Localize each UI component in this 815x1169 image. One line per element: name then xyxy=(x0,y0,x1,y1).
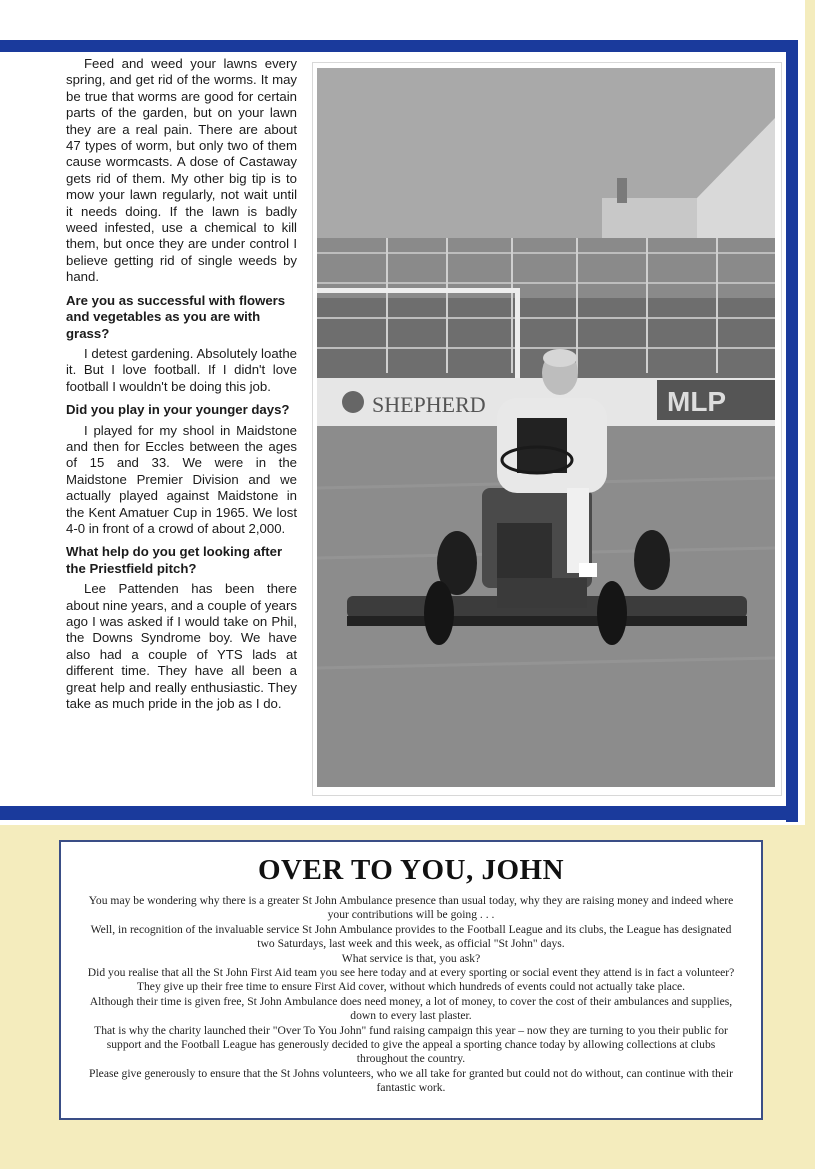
appeal-paragraph: That is why the charity launched their "Over To You John" fund raising campaign this year – now they are turning to you their public for support and the Football League has generously decided to give the appeal a sporting chance today by allowing collections at clubs throughout the country. xyxy=(94,1023,728,1066)
appeal-paragraph: What service is that, you ask? xyxy=(341,951,481,965)
question-younger-days: Did you play in your younger days? xyxy=(66,402,290,418)
blue-border-right xyxy=(786,40,798,822)
hoarding-text: SHEPHERD xyxy=(372,392,486,417)
blue-border-stub xyxy=(0,40,6,50)
appeal-paragraph: Did you realise that all the St John First Aid team you see here today and at every sporting or social event they attend is in fact a volunteer? They give up their free time to ensure First Aid cover, without which hundreds of events could not actually take place. xyxy=(87,966,735,994)
appeal-paragraph: Well, in recognition of the invaluable service St John Ambulance provides to the Football League and its clubs, the League has designated two Saturdays, last week and this week, as official "St John" days. xyxy=(90,922,732,951)
appeal-paragraph: You may be wondering why there is a greater St John Ambulance presence than usual today, why they are raising money and indeed where your contributions will be going . . . xyxy=(88,894,734,922)
answer-playing-career: I played for my shool in Maidstone and then for Eccles between the ages of 15 and 33. We were in the Maidstone Premier Division and we actually played against Maidstone in the Kent Amatuer Cup in 1965. We lost 4-0 in front of a crowd of about 2,000. xyxy=(66,422,297,536)
groundsman-mower-photo xyxy=(317,68,775,787)
appeal-title: OVER TO YOU, JOHN xyxy=(257,854,565,886)
question-flowers-vegetables: Are you as successful with flowers and vegetables as you are with grass? xyxy=(66,292,286,341)
question-pitch-help: What help do you get looking after the Priestfield pitch? xyxy=(66,544,283,576)
answer-gardening: I detest gardening. Absolutely loathe it. But I love football. If I didn't love football I wouldn't be doing this job. xyxy=(66,345,297,394)
interview-article xyxy=(66,56,297,719)
appeal-paragraph: Please give generously to ensure that the St Johns volunteers, who we all take for granted but could not do without, can continue with their fantastic work. xyxy=(89,1066,733,1095)
hoarding-logo: MLP xyxy=(667,386,727,417)
appeal-paragraph: Although their time is given free, St John Ambulance does need money, a lot of money, to cover the cost of their ambulances and supplies, down to every last plaster. xyxy=(89,994,733,1023)
answer-pitch-help: Lee Pattenden has been there about nine years, and a couple of years ago I was asked if I would take on Phil, the Downs Syndrome boy. We have also had a couple of YTS lads at different time. They have all been a great help and really enthusiastic. They take as much pride in the job as I do. xyxy=(66,581,297,712)
article-intro-paragraph: Feed and weed your lawns every spring, and get rid of the worms. It may be true that worms are good for certain parts of the garden, but on your lawn they are a real pain. There are about 47 types of worm, but only two of them cause wormcasts. A dose of Castaway gets rid of them. My other big tip is to mow your lawn regularly, not wait until it needs doing. If the lawn is badly weed infested, use a chemical to kill them, but once they are under control I believe getting rid of single weeds by hand. xyxy=(66,56,297,285)
appeal-box xyxy=(59,840,763,1120)
blue-border-top xyxy=(0,40,796,52)
appeal-body xyxy=(83,894,739,1096)
blue-border-bottom xyxy=(0,806,798,820)
